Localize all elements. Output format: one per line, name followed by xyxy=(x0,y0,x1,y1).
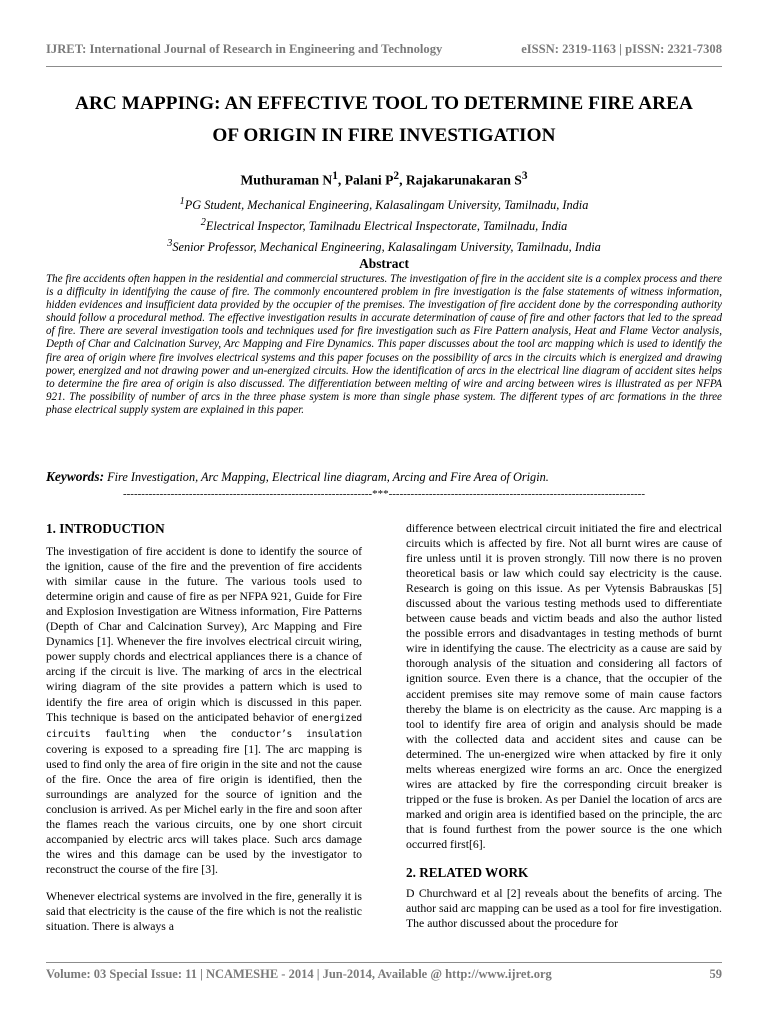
section-heading: 1. INTRODUCTION xyxy=(46,521,165,536)
footer-rule xyxy=(46,962,722,963)
paragraph xyxy=(46,544,362,877)
affiliation-sup: 2 xyxy=(200,217,206,229)
affiliation-sup: 1 xyxy=(179,196,185,207)
title-line-1: ARC MAPPING: AN EFFECTIVE TOOL TO DETERMINE FIRE AREA xyxy=(75,93,693,114)
author-sup: 1 xyxy=(332,170,338,182)
left-column xyxy=(46,521,362,934)
section-separator: --------------------------------------------------------------------***---------------------------------------------------------------------- xyxy=(122,488,645,500)
author-name: Rajakarunakaran S xyxy=(405,172,522,188)
paragraph-text: energized circuits faulting when the conductor’s insulation xyxy=(46,712,362,740)
affiliation-list xyxy=(0,193,768,256)
affiliation xyxy=(0,193,768,214)
abstract-heading: Abstract xyxy=(359,256,409,271)
running-footer xyxy=(46,967,722,982)
journal-name: IJRET: International Journal of Research in Engineering and Technology xyxy=(46,42,443,56)
affiliation xyxy=(0,235,768,256)
title-line-2: OF ORIGIN IN FIRE INVESTIGATION xyxy=(212,125,556,146)
author-name: Palani P xyxy=(344,172,394,188)
author-sup: 2 xyxy=(393,170,400,182)
header-rule xyxy=(46,66,722,67)
affiliation-text: Electrical Inspector, Tamilnadu Electrical Inspectorate, Tamilnadu, India xyxy=(205,219,568,234)
footer-citation: Volume: 03 Special Issue: 11 | NCAMESHE - 2014 | Jun-2014, Available @ http://www.ijret.org xyxy=(46,967,552,981)
paragraph: D Churchward et al [2] reveals about the benefits of arcing. The author said arc mapping can be used as a tool for fire investigation. The author discussed about the procedure for xyxy=(406,887,722,931)
paragraph-text: covering is exposed to a spreading fire [1]. The arc mapping is used to find only the area of fire origin in the site and not the cause of the fire. Once the area of fire origin is identified, then the surroundings are analyzed for the source of ignition and the conclusion is arrived. As per Michel early in the fire and soon after the flames reach the various circuits, one by one short circuit accompanied by electric arcs will takes place. Such arcs damage the wires and this damage can be used by the investigator to reconstruct the course of the fire [3]. xyxy=(46,742,362,877)
affiliation-text: Senior Professor, Mechanical Engineering, Kalasalingam University, Tamilnadu, India xyxy=(172,240,601,255)
section-heading: 2. RELATED WORK xyxy=(406,865,529,881)
author-list: Muthuraman $N^1$, Palani $P^2$, Rajakarunakaran $S^3$ xyxy=(240,170,528,188)
paragraph: difference between electrical circuit initiated the fire and electrical circuits which is affected by fire. Not all burnt wires are cause of fire unless until it is proven strongly. Till now there is no proven theoretical basis or law which could say electricity is the cause. Research is going on this issue. As per Vytensis Babrauskas [5] discussed about the various testing methods used to differentiate between cause beads and victim beads and also the author listed the possible errors and disadvantages in testing methods of burnt wire in identifying the cause. The electricity as a cause are said by thorough analysis of the situation and considering all factors of ignition source. Even there is a chance, that the occupier of the accident premises site may remove some of main cause factors thereby the blame is on electricity as the cause. Arc mapping is a tool to identify fire area of origin and analysis should be made with the collected data and accident sites and cause can be determined. The un-energized wire when attacked by fire it only melts whereas energized wire forms an arc. Once the energized wires are attacked by fire the corresponding circuit breaker is tripped or the fuse is broken. As per Daniel the location of arcs are marked and origin area is identified based on the principle, the arc that is found furthest from the power source is the one which occurred first[6]. xyxy=(406,522,722,851)
affiliation-text: PG Student, Mechanical Engineering, Kalasalingam University, Tamilnadu, India xyxy=(184,198,589,213)
keywords-label: Keywords: xyxy=(46,469,105,484)
right-column xyxy=(406,521,722,931)
abstract-body: The fire accidents often happen in the residential and commercial structures. The investigation of fire in the accident site is a complex process and there is a difficulty in identifying the cause of fire. The commonly encountered problem in fire investigation is the false statements of witness information, hidden evidences and insufficient data provided by the occupier of the premises. The investigation of fire accident done by the corresponding authority should follow a procedural method. The effective investigation results in accurate determination of cause of fire and other factors that led to the spread of fire. There are several investigation tools and techniques used for fire investigation such as Fire Pattern analysis, Heat and Flame Vector analysis, Depth of Char and Calcination Survey, Arc Mapping and Fire Dynamics. This paper discusses about the tool arc mapping which is used to identify the fire area of origin where fire involves electrical systems and this paper focuses on the possibility of arcs in the circuits which is energized and drawing power, energized and not drawing power and un-energized circuits. How the identification of arcs in the electrical line diagram of accident sites helps to determine the fire area of origin is also discussed. The differentiation between melting of wire and arcing between wires is illustrated as per NFPA 921. The possibility of number of arcs in the three phase system is more than single phase system. The different types of arc formations in the three phase electrical supply system are explained in this paper. xyxy=(46,273,722,416)
keywords-text: Fire Investigation, Arc Mapping, Electrical line diagram, Arcing and Fire Area of Origin. xyxy=(107,470,549,484)
affiliation-sup: 3 xyxy=(167,238,173,250)
author-sup: 3 xyxy=(521,170,528,182)
page-number: 59 xyxy=(709,967,722,981)
running-header xyxy=(46,42,722,57)
affiliation xyxy=(0,214,768,235)
paragraph: Whenever electrical systems are involved in the fire, generally it is said that electricity is the cause of the fire which is not the realistic situation. There is always a xyxy=(46,890,362,934)
author-name: Muthuraman N xyxy=(240,172,333,188)
keywords xyxy=(46,469,722,485)
paper-title xyxy=(46,88,722,152)
issn-info: eISSN: 2319-1163 | pISSN: 2321-7308 xyxy=(521,42,722,56)
paragraph-text: The investigation of fire accident is done to identify the source of the ignition, cause of the fire and the prevention of fire accidents with similar cause in the future. The various tools used to determine origin and cause of fire as per NFPA 921, Guide for Fire and Explosion Investigation are Witness information, Fire Patterns (Depth of Char and Calcination Survey), Arc Mapping and Fire Dynamics [1]. Whenever the fire involves electrical circuit wiring, power supply chords and electrical appliances there is a chance of arcing if the circuit is live. The marking of arcs in the electrical wiring diagram of the site provides a pattern which is used to identify the fire area of origin which is discussed in this paper. This technique is based on the anticipated behavior of xyxy=(46,545,362,724)
